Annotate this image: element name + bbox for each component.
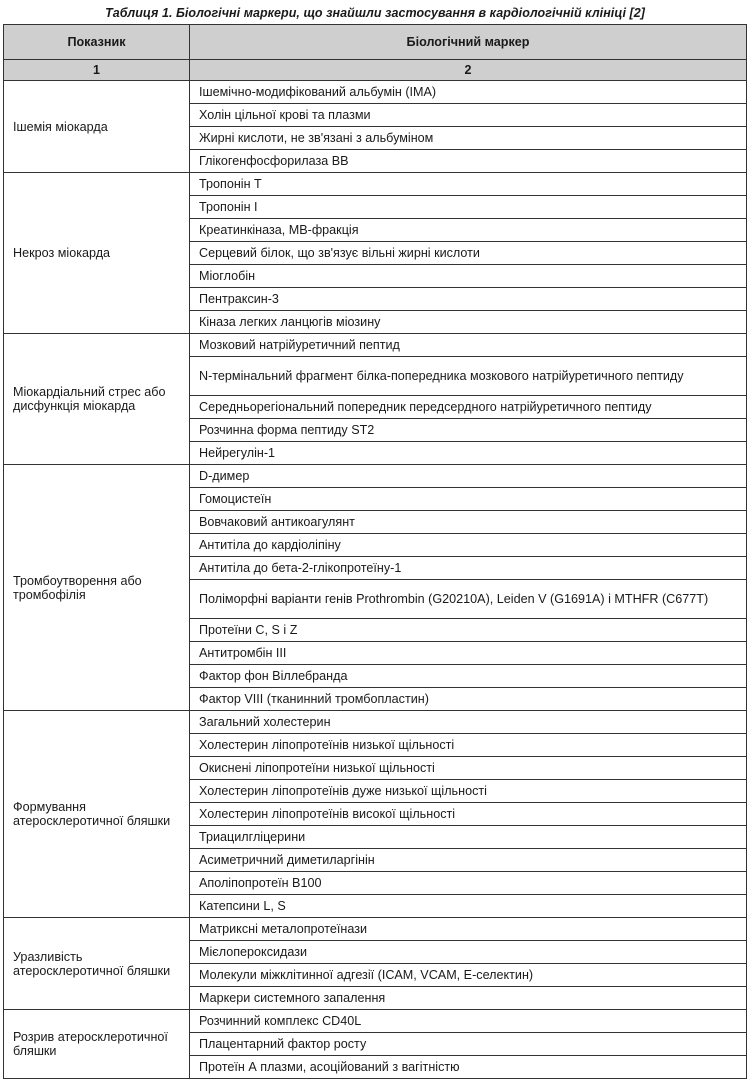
marker-cell: D-димер (190, 465, 747, 488)
marker-cell: Антитіла до бета-2-глікопротеїну-1 (190, 557, 747, 580)
marker-cell: Фактор фон Віллебранда (190, 665, 747, 688)
marker-cell: Матриксні металопротеїнази (190, 918, 747, 941)
marker-cell: Кіназа легких ланцюгів міозину (190, 311, 747, 334)
table-row (4, 465, 747, 488)
indicator-cell: Уразливість атеросклеротичної бляшки (4, 918, 190, 1010)
marker-cell: Аполіпопротеїн В100 (190, 872, 747, 895)
table-row (4, 81, 747, 104)
column-number-row (4, 60, 747, 81)
marker-cell: Ішемічно-модифікований альбумін (IMA) (190, 81, 747, 104)
marker-cell: Молекули міжклітинної адгезії (ICAM, VCAM, Е-селектин) (190, 964, 747, 987)
marker-cell: N-термінальний фрагмент білка-попередника мозкового натрійуретичного пептиду (190, 357, 747, 396)
marker-cell: Холестерин ліпопротеїнів дуже низької щільності (190, 780, 747, 803)
indicator-cell: Тромбоутворення або тромбофілія (4, 465, 190, 711)
marker-cell: Міоглобін (190, 265, 747, 288)
marker-cell: Розчинний комплекс CD40L (190, 1010, 747, 1033)
marker-cell: Поліморфні варіанти генів Prothrombin (G20210A), Leiden V (G1691A) і MTHFR (C677T) (190, 580, 747, 619)
marker-cell: Мієлопероксидази (190, 941, 747, 964)
marker-cell: Пентраксин-3 (190, 288, 747, 311)
marker-cell: Середньорегіональний попередник передсердного натрійуретичного пептиду (190, 396, 747, 419)
table-caption: Таблиця 1. Біологічні маркери, що знайшли застосування в кардіологічній клініці [2] (105, 6, 645, 20)
column-number-1: 1 (4, 60, 190, 81)
marker-cell: Мозковий натрійуретичний пептид (190, 334, 747, 357)
indicator-cell: Розрив атеросклеротичної бляшки (4, 1010, 190, 1079)
marker-cell: Маркери системного запалення (190, 987, 747, 1010)
marker-cell: Триацилгліцерини (190, 826, 747, 849)
table-body (4, 81, 747, 1079)
marker-cell: Розчинна форма пептиду ST2 (190, 419, 747, 442)
marker-cell: Гомоцистеїн (190, 488, 747, 511)
table-row (4, 334, 747, 357)
marker-cell: Окиснені ліпопротеїни низької щільності (190, 757, 747, 780)
marker-cell: Жирні кислоти, не зв'язані з альбуміном (190, 127, 747, 150)
marker-cell: Плацентарний фактор росту (190, 1033, 747, 1056)
biomarkers-table (3, 24, 747, 1079)
marker-cell: Катепсини L, S (190, 895, 747, 918)
marker-cell: Загальний холестерин (190, 711, 747, 734)
marker-cell: Нейрегулін-1 (190, 442, 747, 465)
marker-cell: Тропонін Т (190, 173, 747, 196)
marker-cell: Антитіла до кардіоліпіну (190, 534, 747, 557)
table-row (4, 1010, 747, 1033)
marker-cell: Тропонін І (190, 196, 747, 219)
marker-cell: Серцевий білок, що зв'язує вільні жирні кислоти (190, 242, 747, 265)
marker-cell: Глікогенфосфорилаза ВВ (190, 150, 747, 173)
marker-cell: Антитромбін III (190, 642, 747, 665)
marker-cell: Вовчаковий антикоагулянт (190, 511, 747, 534)
column-header-indicator: Показник (4, 25, 190, 60)
marker-cell: Протеїни C, S і Z (190, 619, 747, 642)
table-row (4, 711, 747, 734)
marker-cell: Протеїн А плазми, асоційований з вагітністю (190, 1056, 747, 1079)
indicator-cell: Ішемія міокарда (4, 81, 190, 173)
column-header-marker: Біологічний маркер (190, 25, 747, 60)
indicator-cell: Некроз міокарда (4, 173, 190, 334)
header-row (4, 25, 747, 60)
marker-cell: Холестерин ліпопротеїнів низької щільності (190, 734, 747, 757)
marker-cell: Холестерин ліпопротеїнів високої щільності (190, 803, 747, 826)
column-number-2: 2 (190, 60, 747, 81)
marker-cell: Фактор VIII (тканинний тромбопластин) (190, 688, 747, 711)
indicator-cell: Міокардіальний стрес або дисфункція міокарда (4, 334, 190, 465)
marker-cell: Асиметричний диметиларгінін (190, 849, 747, 872)
indicator-cell: Формування атеросклеротичної бляшки (4, 711, 190, 918)
marker-cell: Холін цільної крові та плазми (190, 104, 747, 127)
table-row (4, 918, 747, 941)
marker-cell: Креатинкіназа, МВ-фракція (190, 219, 747, 242)
table-row (4, 173, 747, 196)
